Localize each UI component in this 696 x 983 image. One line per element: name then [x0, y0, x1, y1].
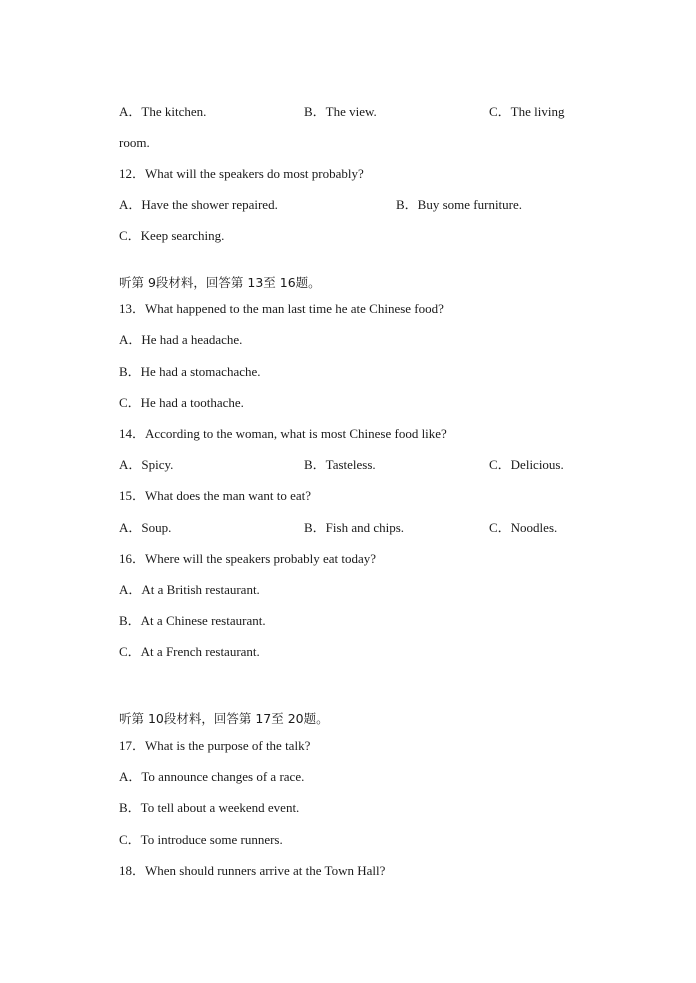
section-9-heading: 听第 9段材料，回答第 13至 16题。 [119, 275, 321, 290]
q15-option-c: C．Noodles. [489, 520, 558, 535]
q12-question: 12．What will the speakers do most probably? [119, 166, 364, 181]
q13-option-b: B．He had a stomachache. [119, 364, 261, 379]
q14-question: 14．According to the woman, what is most Chinese food like? [119, 426, 447, 441]
q17-question: 17．What is the purpose of the talk? [119, 738, 311, 753]
q16-question: 16．Where will the speakers probably eat today? [119, 551, 377, 566]
q12-option-a: A．Have the shower repaired. [119, 197, 278, 212]
q12-option-b: B．Buy some furniture. [396, 197, 523, 212]
q17-option-a: A．To announce changes of a race. [119, 769, 305, 784]
q12-option-c: C．Keep searching. [119, 228, 225, 243]
q16-option-c: C．At a French restaurant. [119, 644, 260, 659]
q15-option-b: B．Fish and chips. [304, 520, 405, 535]
q15-question: 15．What does the man want to eat? [119, 488, 312, 503]
q15-option-a: A．Soup. [119, 520, 172, 535]
q18-question: 18．When should runners arrive at the Town Hall? [119, 863, 386, 878]
q14-option-c: C．Delicious. [489, 457, 564, 472]
q13-question: 13．What happened to the man last time he ate Chinese food? [119, 301, 444, 316]
q13-option-c: C．He had a toothache. [119, 395, 244, 410]
q11-option-c: C．The living [489, 104, 565, 119]
q17-option-b: B．To tell about a weekend event. [119, 800, 300, 815]
q16-option-b: B．At a Chinese restaurant. [119, 613, 266, 628]
q17-option-c: C．To introduce some runners. [119, 832, 283, 847]
q11-option-c-continuation: room. [119, 135, 150, 150]
q16-option-a: A．At a British restaurant. [119, 582, 260, 597]
q14-option-b: B．Tasteless. [304, 457, 376, 472]
q11-option-a: A．The kitchen. [119, 104, 207, 119]
q14-option-a: A．Spicy. [119, 457, 174, 472]
q13-option-a: A．He had a headache. [119, 332, 243, 347]
section-10-heading: 听第 10段材料，回答第 17至 20题。 [119, 711, 329, 726]
q11-option-b: B．The view. [304, 104, 377, 119]
